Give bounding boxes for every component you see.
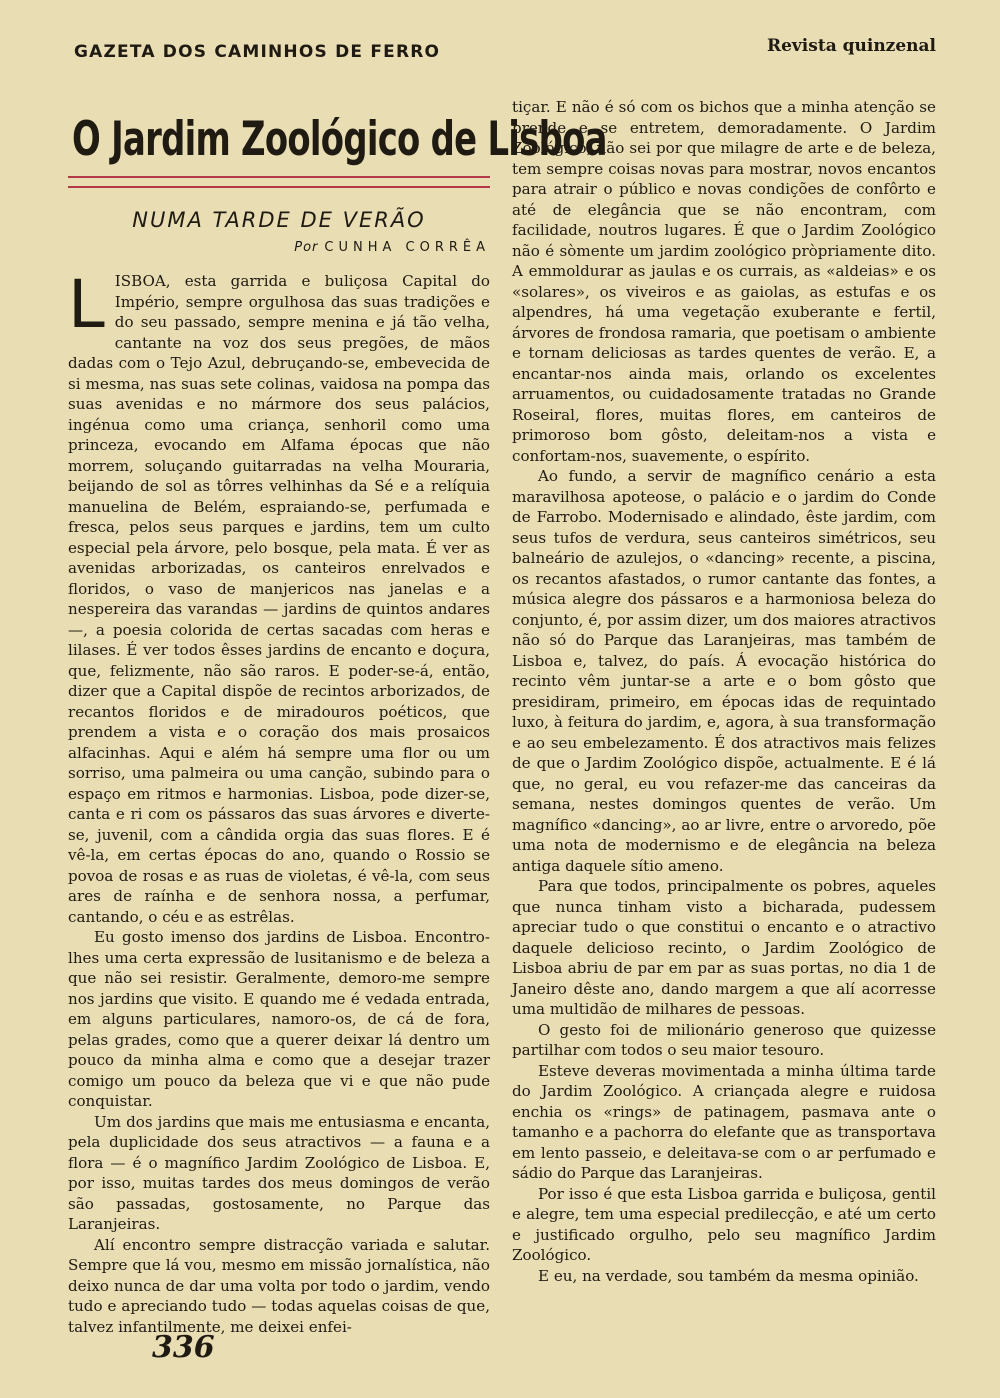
- paragraph: Alí encontro sempre distracção variada e salutar. Sempre que lá vou, mesmo em missão jornalística, não deixo nunca de dar uma volta por todo o jardim, vendo tudo e apreciando tudo — todas aquelas coisas de que, talvez infantilmente, me deixei enfei-: [68, 1235, 490, 1336]
- paragraph: Um dos jardins que mais me entusiasma e encanta, pela duplicidade dos seus atractivos — a fauna e a flora — é o magnífico Jardim Zoológico de Lisboa. E, por isso, muitas tardes dos meus domingos de verão são passadas, gostosamente, no Parque das Laranjeiras.: [68, 1112, 490, 1233]
- paragraph: [68, 266, 490, 927]
- left-column-body: [68, 266, 490, 1337]
- page-number: 336: [152, 1330, 215, 1365]
- paragraph-text: ISBOA, esta garrida e buliçosa Capital do Império, sempre orgulhosa das suas tradições e do seu passado, sempre menina e já tão velha, cantante na voz dos seus pregões, de mãos dadas com o Tejo Azul, debruçando-se, embevecida de si mesma, nas suas sete colinas, vaidosa na pompa das suas avenidas e no mármore dos seus palácios, ingénua como uma criança, senhoril como uma princeza, evocando em Alfama épocas que não morrem, soluçando guitarradas na velha Mouraria, beijando de sol as tôrres velhinhas da Sé e a relíquia manuelina de Belém, espraiando-se, perfumada e fresca, pelos seus parques e jardins, tem um culto especial pela árvore, pelo bosque, pela mata. É ver as avenidas arborizadas, os canteiros enrelvados e floridos, o vaso de manjericos nas janelas e a nespereira das varandas — jardins de quintos andares—, a poesia colorida de certas sacadas com heras e lilases. É ver todos êsses jardins de encanto e doçura, que, felizmente, não são raros. E poder-se-á, então, dizer que a Capital dispõe de recintos arborizados, de recantos floridos e de miradouros poéticos, que prendem a vista e o coração dos mais prosaicos alfacinhas. Aqui e além há sempre uma flor ou um sorriso, uma palmeira ou uma canção, subindo para o espaço em ritmos e harmonias. Lisboa, pode dizer-se, canta e ri com os pássaros das suas árvores e diverte-se, juvenil, com a cândida orgia das suas flores. E é vê-la, em certas épocas do ano, quando o Rossio se povoa de rosas e as ruas de violetas, é vê-la, com seus ares de raínha e de senhora nossa, a perfumar, cantando, o céu e as estrêlas.: [68, 272, 490, 926]
- paragraph: Por isso é que esta Lisboa garrida e buliçosa, gentil e alegre, tem uma especial predilecção, e até um certo e justificado orgulho, pelo seu magnífico Jardim Zoológico.: [512, 1184, 936, 1264]
- drop-cap: L: [68, 266, 105, 343]
- title-double-rule: [68, 176, 490, 188]
- byline-prefix: Por: [294, 240, 319, 255]
- left-column: [68, 90, 607, 1337]
- author-name: CUNHA CORRÊA: [324, 240, 490, 255]
- paragraph: tiçar. E não é só com os bichos que a minha atenção se prende e se entretem, demoradamente. O Jardim Zoológico, não sei por que milagre de arte e de beleza, tem sempre coisas novas para mostrar, novos encantos para atrair o público e novas condições de confôrto e até de elegância que se não encontram, com facilidade, noutros lugares. É que o Jardim Zoológico não é sòmente um jardim zoológico pròpriamente dito. A emmoldurar as jaulas e os currais, as «aldeias» e os «solares», os viveiros e as gaiolas, as estufas e os alpendres, há uma vegetação exuberante e fertil, árvores de frondosa ramaria, que poetisam o ambiente e tornam deliciosas as tardes quentes de verão. E, a encantar-nos ainda mais, orlando os excelentes arruamentos, ou cuidadosamente tratadas no Grande Roseiral, flores, muitas flores, em canteiros de primoroso bom gôsto, deleitam-nos a vista e confortam-nos, suavemente, o espírito.: [512, 98, 936, 465]
- paragraph: Ao fundo, a servir de magnífico cenário a esta maravilhosa apoteose, o palácio e o jardim do Conde de Farrobo. Modernisado e alindado, êste jardim, com seus tufos de verdura, seus canteiros simétricos, seu balneário de azulejos, o «dancing» recente, a piscina, os recantos afastados, o rumor cantante das fontes, a música alegre dos pássaros e a harmoniosa beleza do conjunto, é, por assim dizer, um dos maiores atractivos não só do Parque das Laranjeiras, mas também de Lisboa e, talvez, do país. Á evocação histórica do recinto vêm juntar-se a arte e o bom gôsto que presidiram, primeiro, em épocas idas de requintado luxo, à feitura do jardim, e, agora, à sua transformação e ao seu embelezamento. É dos atractivos mais felizes de que o Jardim Zoológico dispõe, actualmente. E é lá que, no geral, eu vou refazer-me das canceiras da semana, nestes domingos quentes de verão. Um magnífico «dancing», ao ar livre, entre o arvoredo, põe uma nota de modernismo e de elegância na beleza antiga daquele sítio ameno.: [512, 467, 936, 875]
- paragraph: O gesto foi de milionário generoso que quizesse partilhar com todos o seu maior tesouro.: [512, 1020, 936, 1059]
- paragraph: E eu, na verdade, sou também da mesma opinião.: [538, 1266, 919, 1285]
- paragraph: Esteve deveras movimentada a minha última tarde do Jardim Zoológico. A criançada alegre e ruidosa enchia os «rings» de patinagem, pasmava ante o tamanho e a pachorra do elefante que as transportava em lento passeio, e deleitava-se com o ar perfumado e sádio do Parque das Laranjeiras.: [512, 1061, 936, 1182]
- paragraph: Eu gosto imenso dos jardins de Lisboa. Encontro-lhes uma certa expressão de lusitanismo e de beleza a que não sei resistir. Geralmente, demoro-me sempre nos jardins que visito. E quando me é vedada entrada, em alguns particulares, namoro-os, de cá de fora, pelas grades, como que a querer deixar lá dentro um pouco da minha alma e como que a desejar trazer comigo um pouco da beleza que vi e que não pude conquistar.: [68, 928, 490, 1110]
- publication-frequency: Revista quinzenal: [766, 36, 936, 56]
- article-subtitle: NUMA TARDE DE VERÃO: [132, 208, 426, 232]
- paragraph: Para que todos, principalmente os pobres, aqueles que nunca tinham visto a bicharada, pudessem apreciar tudo o que constitui o encanto e o atractivo daquele delicioso recinto, o Jardim Zoológico de Lisboa abriu de par em par as suas portas, no dia 1 de Janeiro dêste ano, dando margem a que alí acorresse uma multidão de milhares de pessoas.: [512, 877, 936, 1018]
- byline: [68, 240, 490, 255]
- article-title: O Jardim Zoológico de Lisboa: [72, 112, 607, 167]
- right-column: [512, 97, 936, 1286]
- publication-name: GAZETA DOS CAMINHOS DE FERRO: [74, 42, 441, 62]
